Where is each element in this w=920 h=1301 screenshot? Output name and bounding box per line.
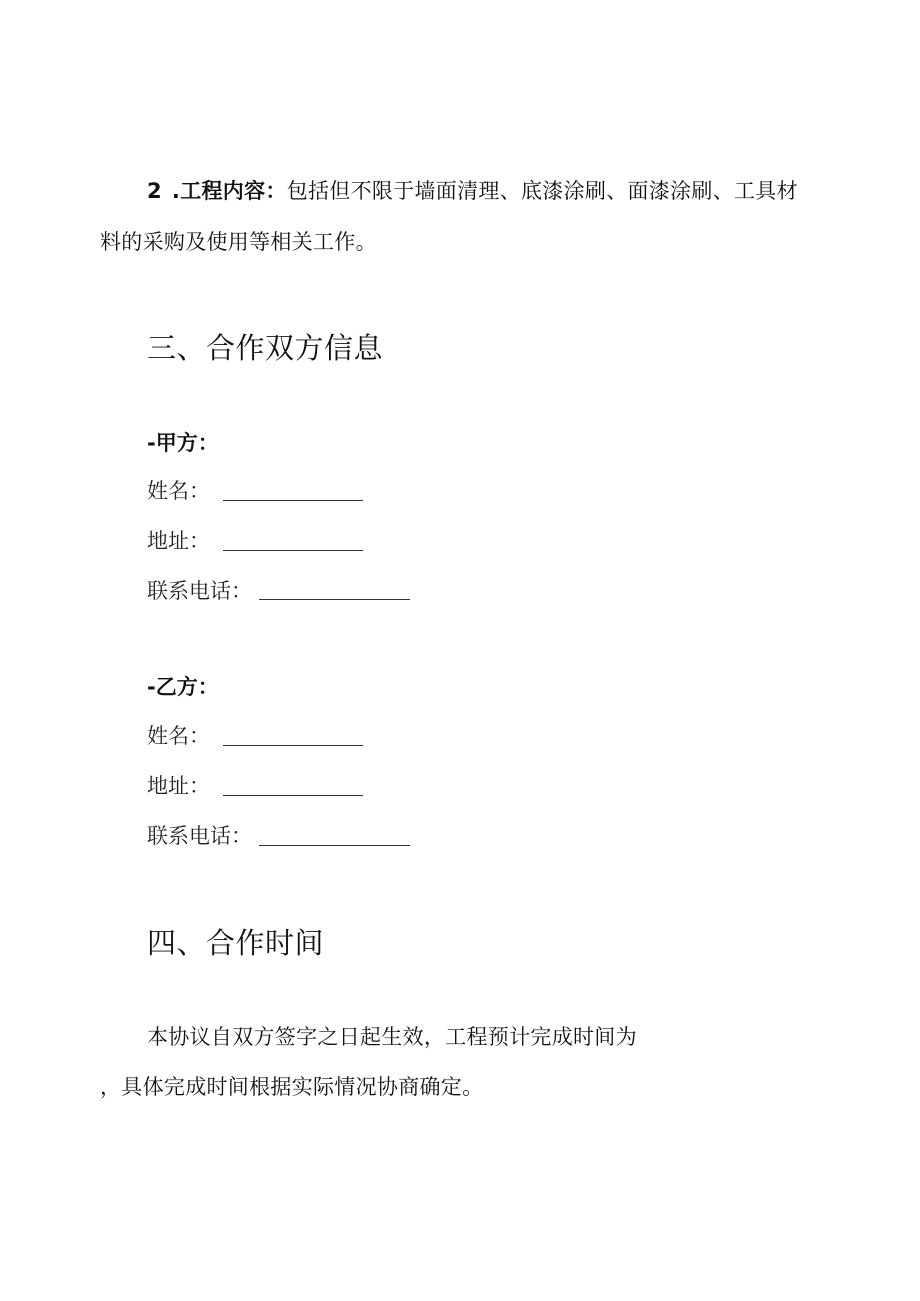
- project-content-line-1: [147, 181, 798, 202]
- party-b-name-label: 姓名：: [147, 724, 210, 748]
- project-content-line-2: [100, 232, 377, 253]
- party-b-label: -乙方：: [147, 675, 219, 699]
- party-a-label: -甲方：: [147, 431, 219, 455]
- party-b-address-field[interactable]: [223, 795, 363, 796]
- party-a-address-label: 地址：: [147, 529, 210, 553]
- time-text-line-2: ，具体完成时间根据实际情况协商确定。: [100, 1075, 484, 1099]
- item-title: .工程内容：: [171, 179, 287, 203]
- time-text-line-1: 本协议自双方签字之日起生效，工程预计完成时间为: [147, 1025, 637, 1049]
- party-a-name-field[interactable]: [223, 500, 363, 501]
- party-a-address-field[interactable]: [223, 550, 363, 551]
- party-b-name-field[interactable]: [223, 745, 363, 746]
- item-text-line-1: 包括但不限于墙面清理、底漆涂刷、面漆涂刷、工具材: [286, 179, 798, 203]
- section-heading-time: 四、合作时间: [147, 926, 325, 960]
- item-text-line-2: 料的采购及使用等相关工作。: [100, 230, 377, 254]
- item-number: 2: [147, 179, 162, 203]
- party-b-phone-field[interactable]: [259, 845, 410, 846]
- party-a-name-label: 姓名：: [147, 479, 210, 503]
- section-heading-parties: 三、合作双方信息: [147, 331, 384, 365]
- party-b-phone-label: 联系电话：: [147, 824, 252, 848]
- party-b-address-label: 地址：: [147, 774, 210, 798]
- party-a-phone-label: 联系电话：: [147, 579, 252, 603]
- party-a-phone-field[interactable]: [259, 599, 410, 600]
